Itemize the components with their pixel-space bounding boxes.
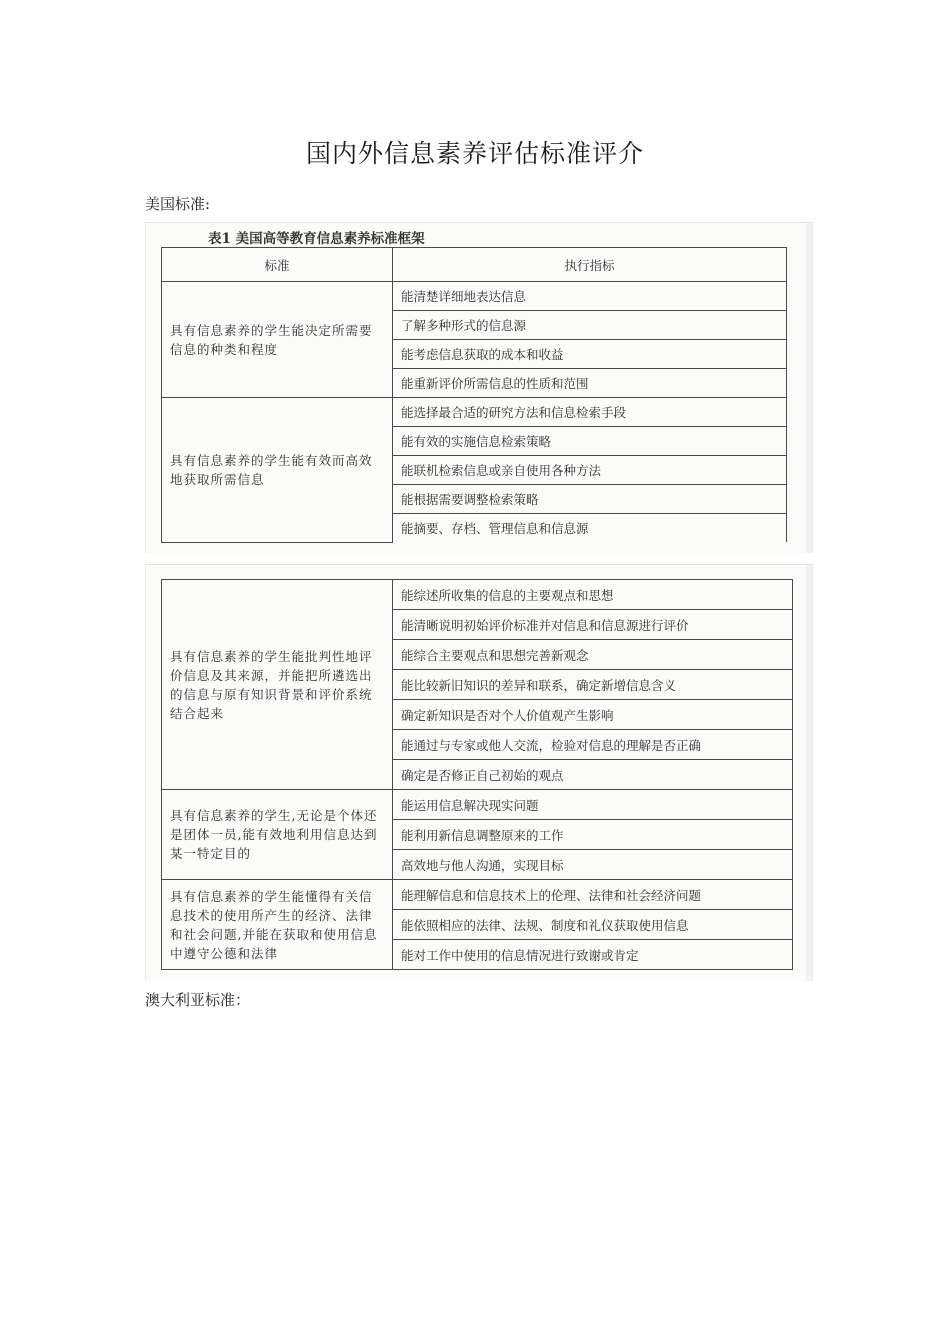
- table-row: [162, 880, 793, 910]
- indicator-cell: 能通过与专家或他人交流，检验对信息的理解是否正确: [393, 730, 793, 760]
- indicator-cell: 能利用新信息调整原来的工作: [393, 820, 793, 850]
- indicator-cell: 能摘要、存档、管理信息和信息源: [393, 514, 787, 543]
- indicator-cell: 能选择最合适的研究方法和信息检索手段: [393, 398, 787, 427]
- indicator-cell: 能运用信息解决现实问题: [393, 790, 793, 820]
- standard-cell: 具有信息素养的学生能有效而高效地获取所需信息: [162, 398, 393, 543]
- indicator-cell: 能比较新旧知识的差异和联系，确定新增信息含义: [393, 670, 793, 700]
- indicator-cell: 确定是否修正自己初始的观点: [393, 760, 793, 790]
- table-row: [162, 398, 787, 427]
- table-row: [162, 790, 793, 820]
- indicator-cell: 高效地与他人沟通，实现目标: [393, 850, 793, 880]
- indicator-cell: 能清楚详细地表达信息: [393, 282, 787, 311]
- standard-cell: 具有信息素养的学生能批判性地评价信息及其来源，并能把所遴选出的信息与原有知识背景和评价系统结合起来: [162, 580, 393, 790]
- indicator-cell: 能理解信息和信息技术上的伦理、法律和社会经济问题: [393, 880, 793, 910]
- us-standards-table-1: [161, 247, 787, 543]
- header-indicators: 执行指标: [393, 248, 787, 282]
- us-standards-table-2: [161, 579, 793, 970]
- standard-cell: 具有信息素养的学生能决定所需要信息的种类和程度: [162, 282, 393, 398]
- scan-edge: [806, 223, 812, 553]
- indicator-cell: 确定新知识是否对个人价值观产生影响: [393, 700, 793, 730]
- indicator-cell: 能依照相应的法律、法规、制度和礼仪获取使用信息: [393, 910, 793, 940]
- us-standard-label: 美国标准:: [145, 195, 211, 213]
- indicator-cell: 能综合主要观点和思想完善新观念: [393, 640, 793, 670]
- document-title: 国内外信息素养评估标准评介: [305, 139, 644, 168]
- standard-cell: 具有信息素养的学生能懂得有关信息技术的使用所产生的经济、法律和社会问题,并能在获取和使用信息中遵守公德和法律: [162, 880, 393, 970]
- indicator-cell: 能联机检索信息或亲自使用各种方法: [393, 456, 787, 485]
- indicator-cell: 能考虑信息获取的成本和收益: [393, 340, 787, 369]
- indicator-cell: 能有效的实施信息检索策略: [393, 427, 787, 456]
- indicator-cell: 能综述所收集的信息的主要观点和思想: [393, 580, 793, 610]
- header-standard: 标准: [162, 248, 393, 282]
- au-standard-label: 澳大利亚标准：: [145, 991, 251, 1009]
- scanned-table-part-1: [145, 222, 813, 553]
- table-caption: 表1 美国高等教育信息素养标准框架: [208, 231, 425, 247]
- scan-edge: [806, 565, 812, 981]
- indicator-cell: 能重新评价所需信息的性质和范围: [393, 369, 787, 398]
- table-header-row: [162, 248, 787, 282]
- scanned-table-part-2: [145, 564, 813, 981]
- table-row: [162, 282, 787, 311]
- indicator-cell: 能根据需要调整检索策略: [393, 485, 787, 514]
- standard-cell: 具有信息素养的学生,无论是个体还是团体一员,能有效地利用信息达到某一特定目的: [162, 790, 393, 880]
- indicator-cell: 了解多种形式的信息源: [393, 311, 787, 340]
- indicator-cell: 能清晰说明初始评价标准并对信息和信息源进行评价: [393, 610, 793, 640]
- table-row: [162, 580, 793, 610]
- indicator-cell: 能对工作中使用的信息情况进行致谢或肯定: [393, 940, 793, 970]
